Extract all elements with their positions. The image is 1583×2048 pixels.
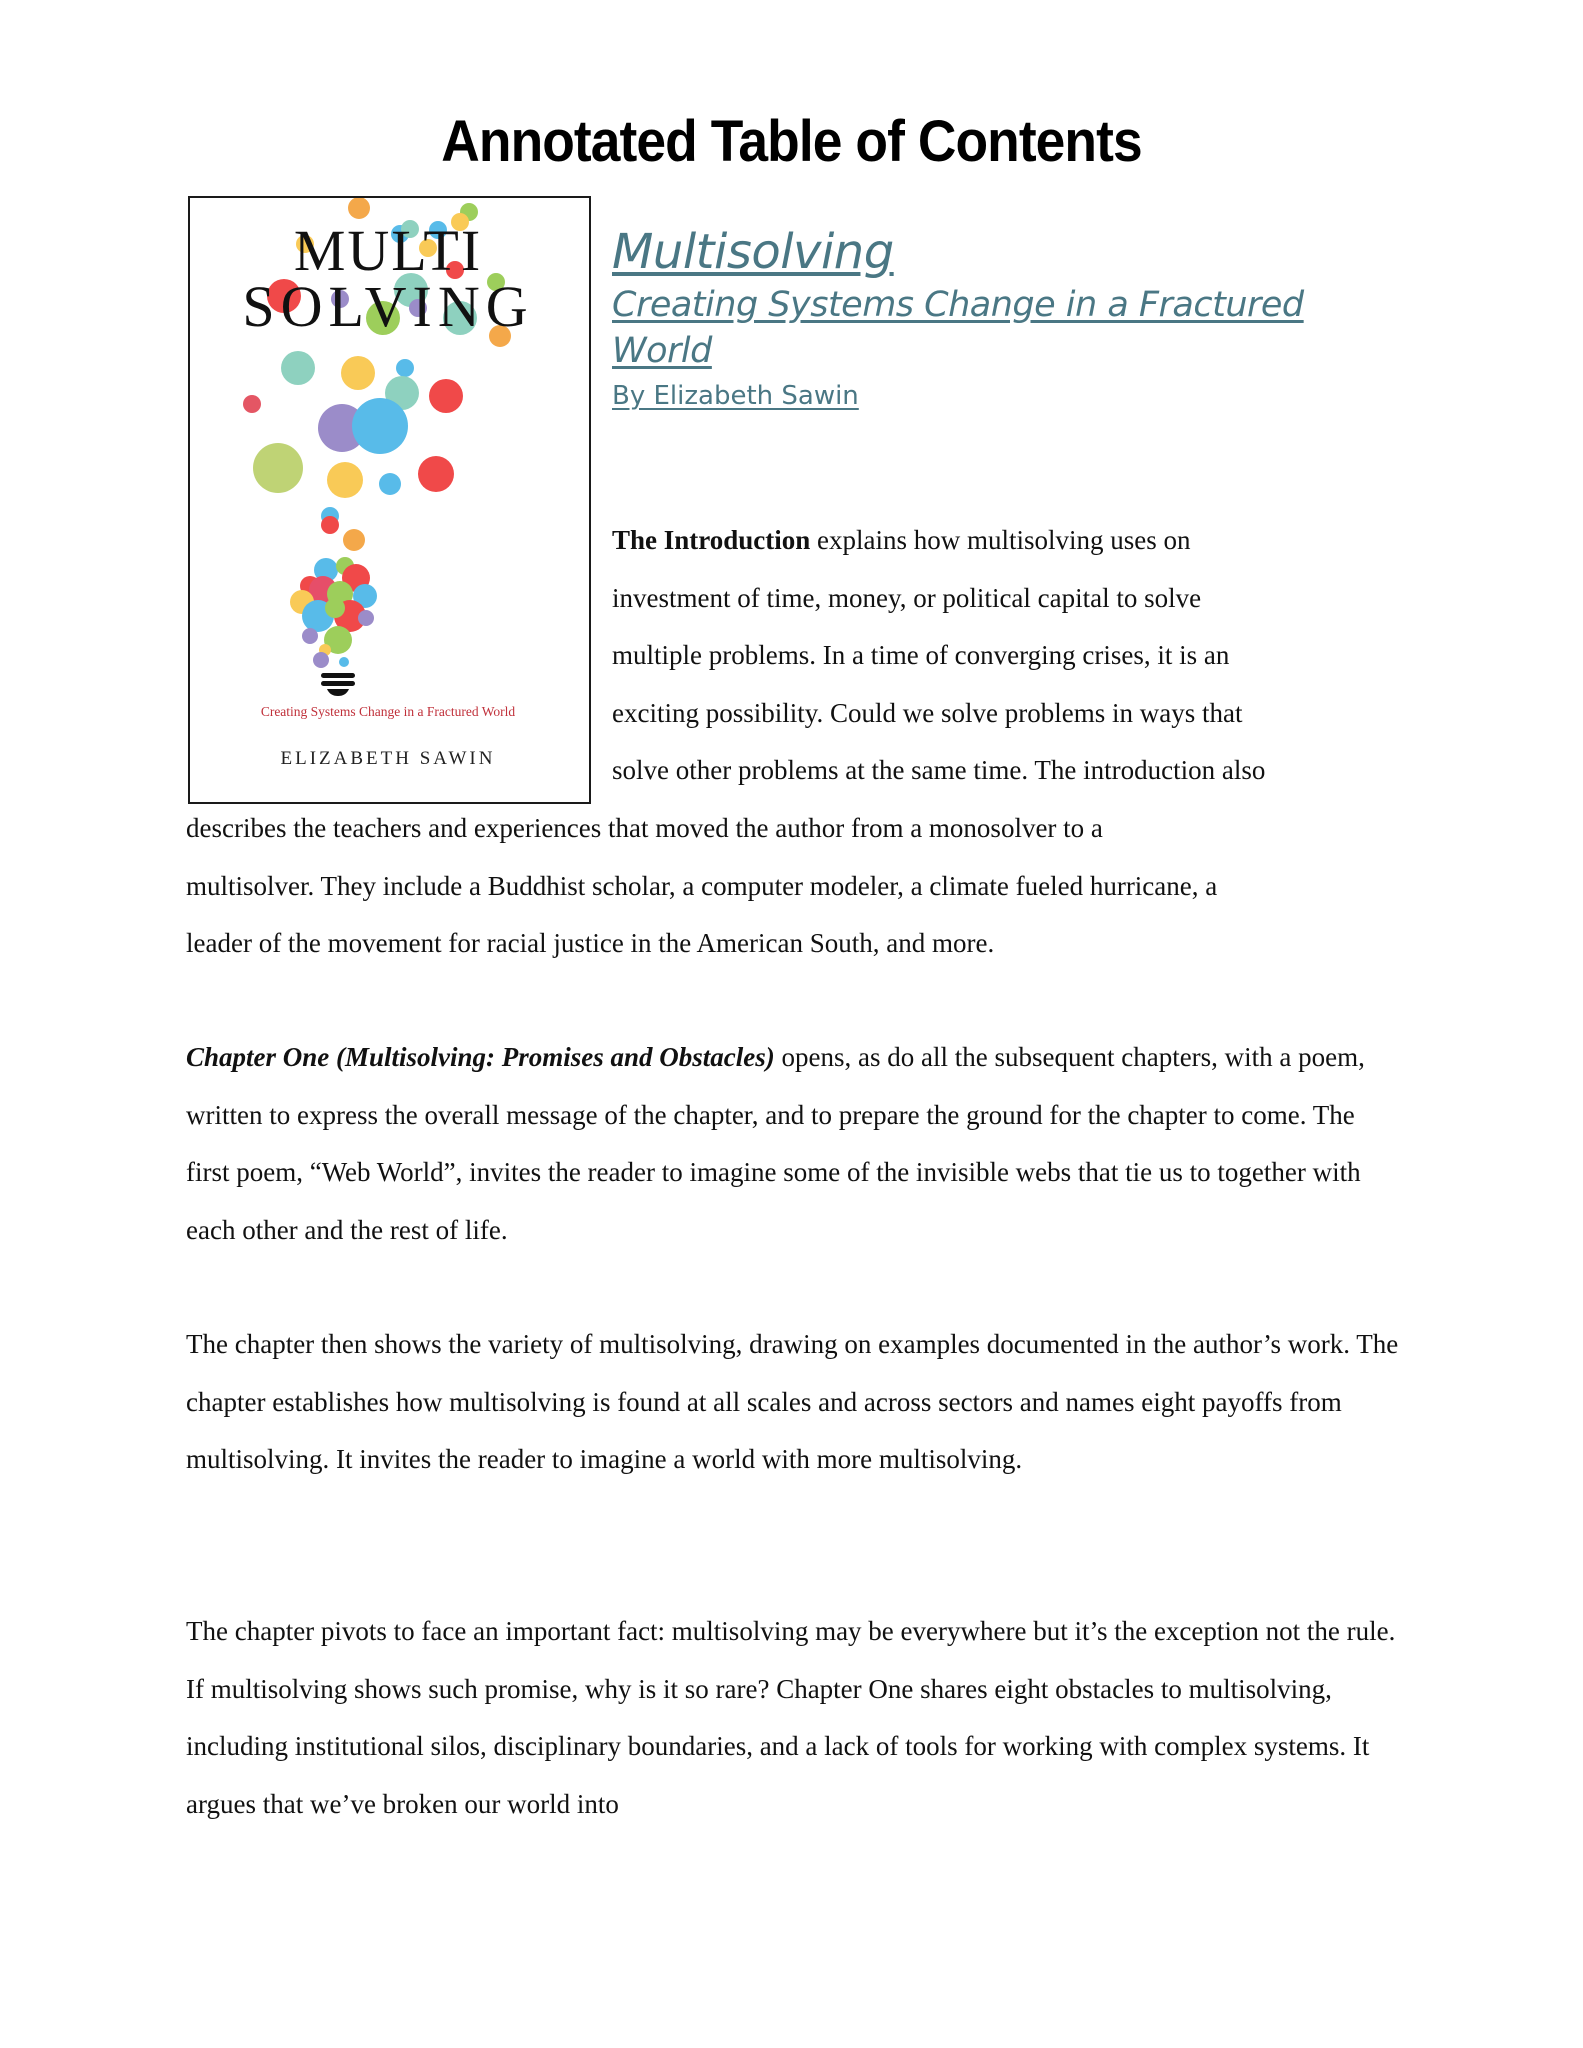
book-title-link[interactable]: Multisolving (612, 224, 894, 280)
intro-line-7: multisolver. They include a Buddhist scholar, a computer modeler, a climate fueled hurricane, a (186, 870, 1218, 901)
chapter-one-paragraph-3: The chapter pivots to face an important fact: multisolving may be everywhere but it’s the exception not the rule. If multisolving shows such promise, why is it so rare? Chapter One shares eight obstacles to multisolving, including institutional silos, disciplinary boundaries, and a lack of tools for working with complex systems. It argues that we’ve broken our world into (186, 1616, 1396, 1819)
intro-line-5: solve other problems at the same time. The introduction also (612, 755, 1266, 785)
introduction-paragraph-continued (186, 800, 1401, 973)
cover-bubbles-lightbulb-art (190, 198, 589, 802)
intro-line-1: The Introduction explains how multisolving uses on (612, 525, 1191, 555)
intro-line-6: describes the teachers and experiences that moved the author from a monosolver to a (186, 813, 1103, 843)
chapter-one-paragraph-1: Chapter One (Multisolving: Promises and Obstacles) opens, as do all the subsequent chapters, with a poem, written to express the overall message of the chapter, and to prepare the ground for the chapter to come. The first poem, “Web World”, invites the reader to imagine some of the invisible webs that tie us to together with each other and the rest of life. (186, 1042, 1365, 1245)
cover-subtitle: Creating Systems Change in a Fractured World (260, 704, 516, 719)
chapter-one-heading: Chapter One (Multisolving: Promises and Obstacles) (186, 1042, 775, 1072)
intro-line-4: exciting possibility. Could we solve problems in ways that (612, 697, 1243, 728)
cover-author: ELIZABETH SAWIN (280, 748, 496, 769)
introduction-paragraph-beside-cover (612, 512, 1402, 800)
book-author-link[interactable]: By Elizabeth Sawin (612, 381, 859, 411)
introduction-heading: The Introduction (612, 525, 811, 555)
chapter-one-paragraph-2: The chapter then shows the variety of multisolving, drawing on examples documented in the author’s work. The chapter establishes how multisolving is found at all scales and across sectors and names eight payoffs from multisolving. It invites the reader to imagine a world with more multisolving. (186, 1329, 1399, 1474)
page-title: Annotated Table of Contents (441, 109, 1142, 174)
intro-line-8: leader of the movement for racial justice in the American South, and more. (186, 928, 995, 958)
intro-line-2: investment of time, money, or political capital to solve (612, 582, 1202, 613)
cover-title-line2: SOLVING (242, 274, 534, 339)
book-subtitle-link[interactable]: Creating Systems Change in a Fractured World (612, 285, 1304, 371)
intro-line-3: multiple problems. In a time of converging crises, it is an (612, 640, 1230, 670)
book-info (612, 222, 1372, 416)
cover-title-line1: MULTI (293, 218, 483, 283)
book-cover-image (188, 196, 591, 804)
